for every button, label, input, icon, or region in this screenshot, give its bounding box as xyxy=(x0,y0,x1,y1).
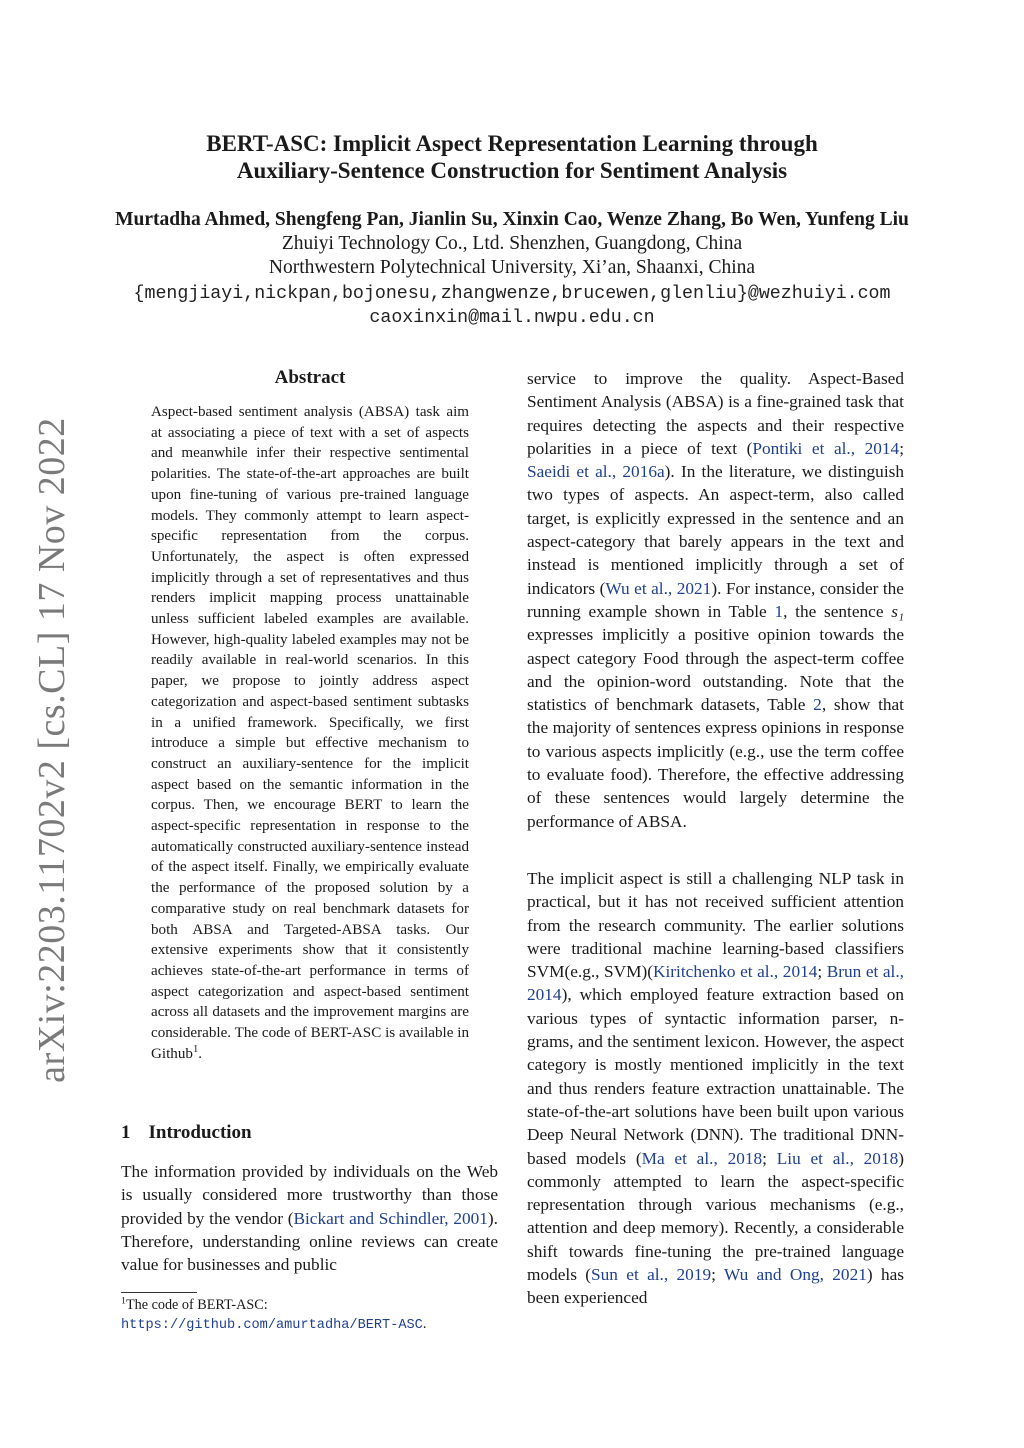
text-run: ; xyxy=(762,1148,777,1168)
text-run: expresses implicitly a positive opinion towards the aspect category Food through the aspect-term coffee and the opinion-word outstanding. Note that the statistics of benchmark datasets, Table xyxy=(527,625,904,715)
title-line-2: Auxiliary-Sentence Construction for Sentiment Analysis xyxy=(236,158,788,183)
text-run: ) commonly attempted to learn the aspect-specific representation through various mechanisms (e.g., attention and deep memory). Recently, a considerable shift towards fine-tuning the pre-trained language models ( xyxy=(527,1148,904,1284)
text-run: , show that the majority of sentences express opinions in response to various aspects implicitly (e.g., use the term coffee to evaluate food). Therefore, the effective addressing of these sentences would largely determine the performance of ABSA. xyxy=(527,695,904,831)
section-number: 1 xyxy=(121,1122,131,1143)
intro-paragraph-3 xyxy=(527,867,904,1310)
citation-link[interactable]: Bickart and Schindler, 2001 xyxy=(293,1208,488,1228)
right-column-text xyxy=(527,367,904,1310)
arxiv-stamp: arXiv:2203.11702v2 [cs.CL] 17 Nov 2022 xyxy=(31,417,73,1083)
text-run: ). Therefore, understanding online reviews can create value for businesses and public xyxy=(121,1208,498,1275)
citation-link[interactable]: Ma et al., 2018 xyxy=(641,1148,763,1168)
text-run: ; xyxy=(711,1264,724,1284)
footnote-mark: 1 xyxy=(121,1295,126,1307)
citation-link[interactable]: Brun et al., 2014 xyxy=(527,962,904,1005)
text-run: service to improve the quality. Aspect-Based Sentiment Analysis (ABSA) is a fine-grained task that requires detecting the aspects and their respective polarities in a piece of text ( xyxy=(527,369,904,458)
citation-link[interactable]: Pontiki et al., 2014 xyxy=(752,438,900,458)
table-reference-link[interactable]: 2 xyxy=(813,695,822,715)
text-run: ) has been experienced xyxy=(527,1264,904,1308)
footnote xyxy=(121,1296,498,1335)
abstract-end: . xyxy=(198,1045,202,1062)
footnote-text: The code of BERT-ASC: xyxy=(125,1297,268,1313)
section-title: Introduction xyxy=(148,1122,252,1143)
citation-link[interactable]: Wu and Ong, 2021 xyxy=(723,1264,867,1284)
email-line-1: {mengjiayi,nickpan,bojonesu,zhangwenze,brucewen,glenliu}@wezhuiyi.com xyxy=(133,284,891,304)
citation-link[interactable]: Wu et al., 2021 xyxy=(605,578,712,598)
affiliation-2: Northwestern Polytechnical University, Xi’an, Shaanxi, China xyxy=(268,257,756,278)
citation-link[interactable]: Sun et al., 2019 xyxy=(591,1264,712,1284)
text-run: The implicit aspect is still a challenging NLP task in practical, but it has not received sufficient attention from the research community. The earlier solutions were traditional machine learning-based classifiers SVM(e.g., SVM)( xyxy=(527,868,904,982)
text-run: The information provided by individuals on the Web is usually considered more trustworthy than those provided by the vendor ( xyxy=(121,1162,498,1228)
text-run: ). In the literature, we distinguish two types of aspects. An aspect-term, also called target, is explicitly expressed in the sentence and an aspect-category that barely appears in the text and instead is mentioned implicitly through a set of indicators ( xyxy=(527,462,904,598)
left-column-text xyxy=(121,1160,498,1276)
affiliation-1: Zhuiyi Technology Co., Ltd. Shenzhen, Guangdong, China xyxy=(281,233,743,254)
text-run: , the sentence xyxy=(783,601,892,621)
footnote-rule xyxy=(121,1292,197,1293)
text-run: ; xyxy=(899,438,905,458)
citation-link[interactable]: Liu et al., 2018 xyxy=(776,1148,899,1168)
email-line-2: caoxinxin@mail.nwpu.edu.cn xyxy=(369,308,655,328)
table-reference-link[interactable]: 1 xyxy=(774,601,784,621)
abstract-footnote-mark[interactable]: 1 xyxy=(192,1043,199,1055)
math-symbol: s₁ xyxy=(891,601,904,621)
text-run: ), which employed feature extraction based on various types of syntactic information parser, n-grams, and the sentiment lexicon. However, the aspect category is mostly mentioned implicitly in the text and thus renders feature extraction unattainable. The state-of-the-art solutions have been built upon various Deep Neural Network (DNN). The traditional DNN-based models ( xyxy=(527,985,904,1168)
intro-paragraph-1 xyxy=(121,1160,498,1276)
section-heading-introduction xyxy=(121,1122,252,1144)
abstract-text: Aspect-based sentiment analysis (ABSA) task aim at associating a piece of text with a set of aspects and meanwhile infer their respective sentimental polarities. The state-of-the-art approaches are built upon fine-tuning of various pre-trained language models. They commonly attempt to learn aspect-specific representation from the corpus. Unfortunately, the aspect is often expressed implicitly through a set of representatives and thus renders implicit mapping process unattainable unless sufficient labeled examples are available. However, high-quality labeled examples may not be readily available in real-world scenarios. In this paper, we propose to jointly address aspect categorization and aspect-based sentiment subtasks in a unified framework. Specifically, we first introduce a simple but effective mechanism to construct an auxiliary-sentence for the implicit aspect based on the semantic information in the corpus. Then, we encourage BERT to learn the aspect-specific representation in response to the automatically constructed auxiliary-sentence instead of the aspect itself. Finally, we empirically evaluate the performance of the proposed solution by a comparative study on real benchmark datasets for both ABSA and Targeted-ABSA tasks. Our extensive experiments show that it consistently achieves state-of-the-art performance in terms of aspect categorization and aspect-based sentiment across all datasets and the improvement margins are considerable. The code of BERT-ASC is available in Github xyxy=(151,404,469,1062)
author-list: Murtadha Ahmed, Shengfeng Pan, Jianlin Su, Xinxin Cao, Wenze Zhang, Bo Wen, Yunfeng Liu xyxy=(115,209,909,230)
footnote-url-link[interactable]: https://github.com/amurtadha/BERT-ASC xyxy=(121,1318,423,1333)
title-line-1: BERT-ASC: Implicit Aspect Representation Learning through xyxy=(206,131,818,156)
paper-title xyxy=(0,130,1024,184)
intro-paragraph-2 xyxy=(527,367,904,833)
text-run: ). For instance, consider the running example shown in Table xyxy=(527,578,904,621)
text-run: ; xyxy=(817,962,827,982)
abstract-heading: Abstract xyxy=(274,367,346,388)
citation-link[interactable]: Kiritchenko et al., 2014 xyxy=(653,962,818,982)
citation-link[interactable]: Saeidi et al., 2016a xyxy=(527,462,665,482)
footnote-end: . xyxy=(422,1316,427,1332)
abstract-body xyxy=(151,402,469,1065)
